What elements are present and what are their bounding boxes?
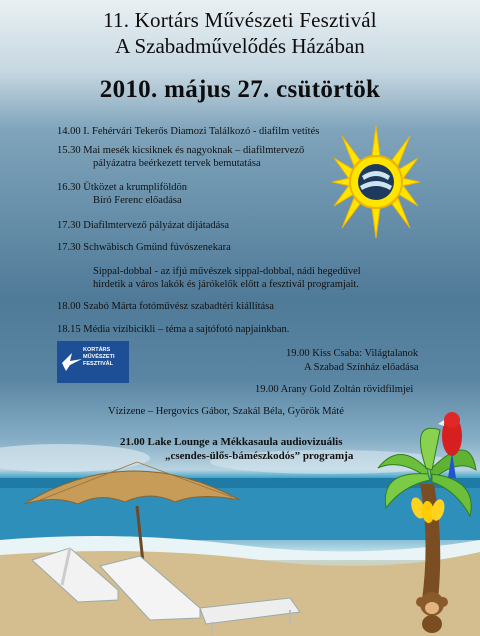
- festival-title: 11. Kortárs Művészeti Fesztivál: [103, 8, 377, 32]
- event-date: 2010. május 27. csütörtök: [99, 76, 381, 103]
- program-line: A Szabad Színház előadása: [304, 362, 419, 373]
- sun-icon: [330, 122, 420, 242]
- program-line: Sippal-dobbal - az ifjú művészek sippal-dobbal, nádi hegedűvel: [93, 266, 361, 277]
- program-line: 15.30 Mai mesék kicsiknek és nagyoknak – diafilmtervező: [57, 145, 305, 156]
- program-line: pályázatra beérkezett tervek bemutatása: [93, 158, 261, 169]
- program-line: 17.30 Diafilmtervező pályázat díjátadása: [57, 220, 230, 231]
- logo-line: MŰVÉSZETI: [83, 354, 115, 360]
- program-line: 18.15 Média vízibicikli – téma a sajtófotó napjainkban.: [57, 324, 290, 335]
- program-line: 19.00 Kiss Csaba: Világtalanok: [286, 348, 419, 359]
- festival-logo: [57, 341, 129, 383]
- program-line: 16.30 Ütközet a krumpliföldön: [57, 182, 188, 193]
- closing-line: 21.00 Lake Lounge a Mékkasaula audiovizuális: [120, 436, 343, 448]
- program-line: 14.00 I. Fehérvári Tekerős Diamozi Találkozó - diafilm vetítés: [57, 126, 320, 137]
- logo-line: FESZTIVÁL: [83, 361, 113, 367]
- venue-title: A Szabadművelődés Házában: [115, 34, 365, 58]
- program-line: Vízizene – Hergovics Gábor, Szakál Béla, Györök Máté: [108, 406, 344, 417]
- program-line: 18.00 Szabó Márta fotóművész szabadtéri kiállítása: [57, 301, 274, 312]
- program-line: 17.30 Schwäbisch Gmünd fúvószenekara: [57, 242, 231, 253]
- program-line: 19.00 Arany Gold Zoltán rövidfilmjei: [255, 384, 414, 395]
- closing-line: „csendes-ülős-bámészkodós” programja: [165, 450, 354, 462]
- bird-logo-icon: [60, 349, 84, 373]
- program-line: hirdetik a város lakók és járókelők előtt a fesztivál programjait.: [93, 279, 359, 290]
- program-line: Bíró Ferenc előadása: [93, 195, 182, 206]
- logo-line: KORTÁRS: [83, 347, 111, 353]
